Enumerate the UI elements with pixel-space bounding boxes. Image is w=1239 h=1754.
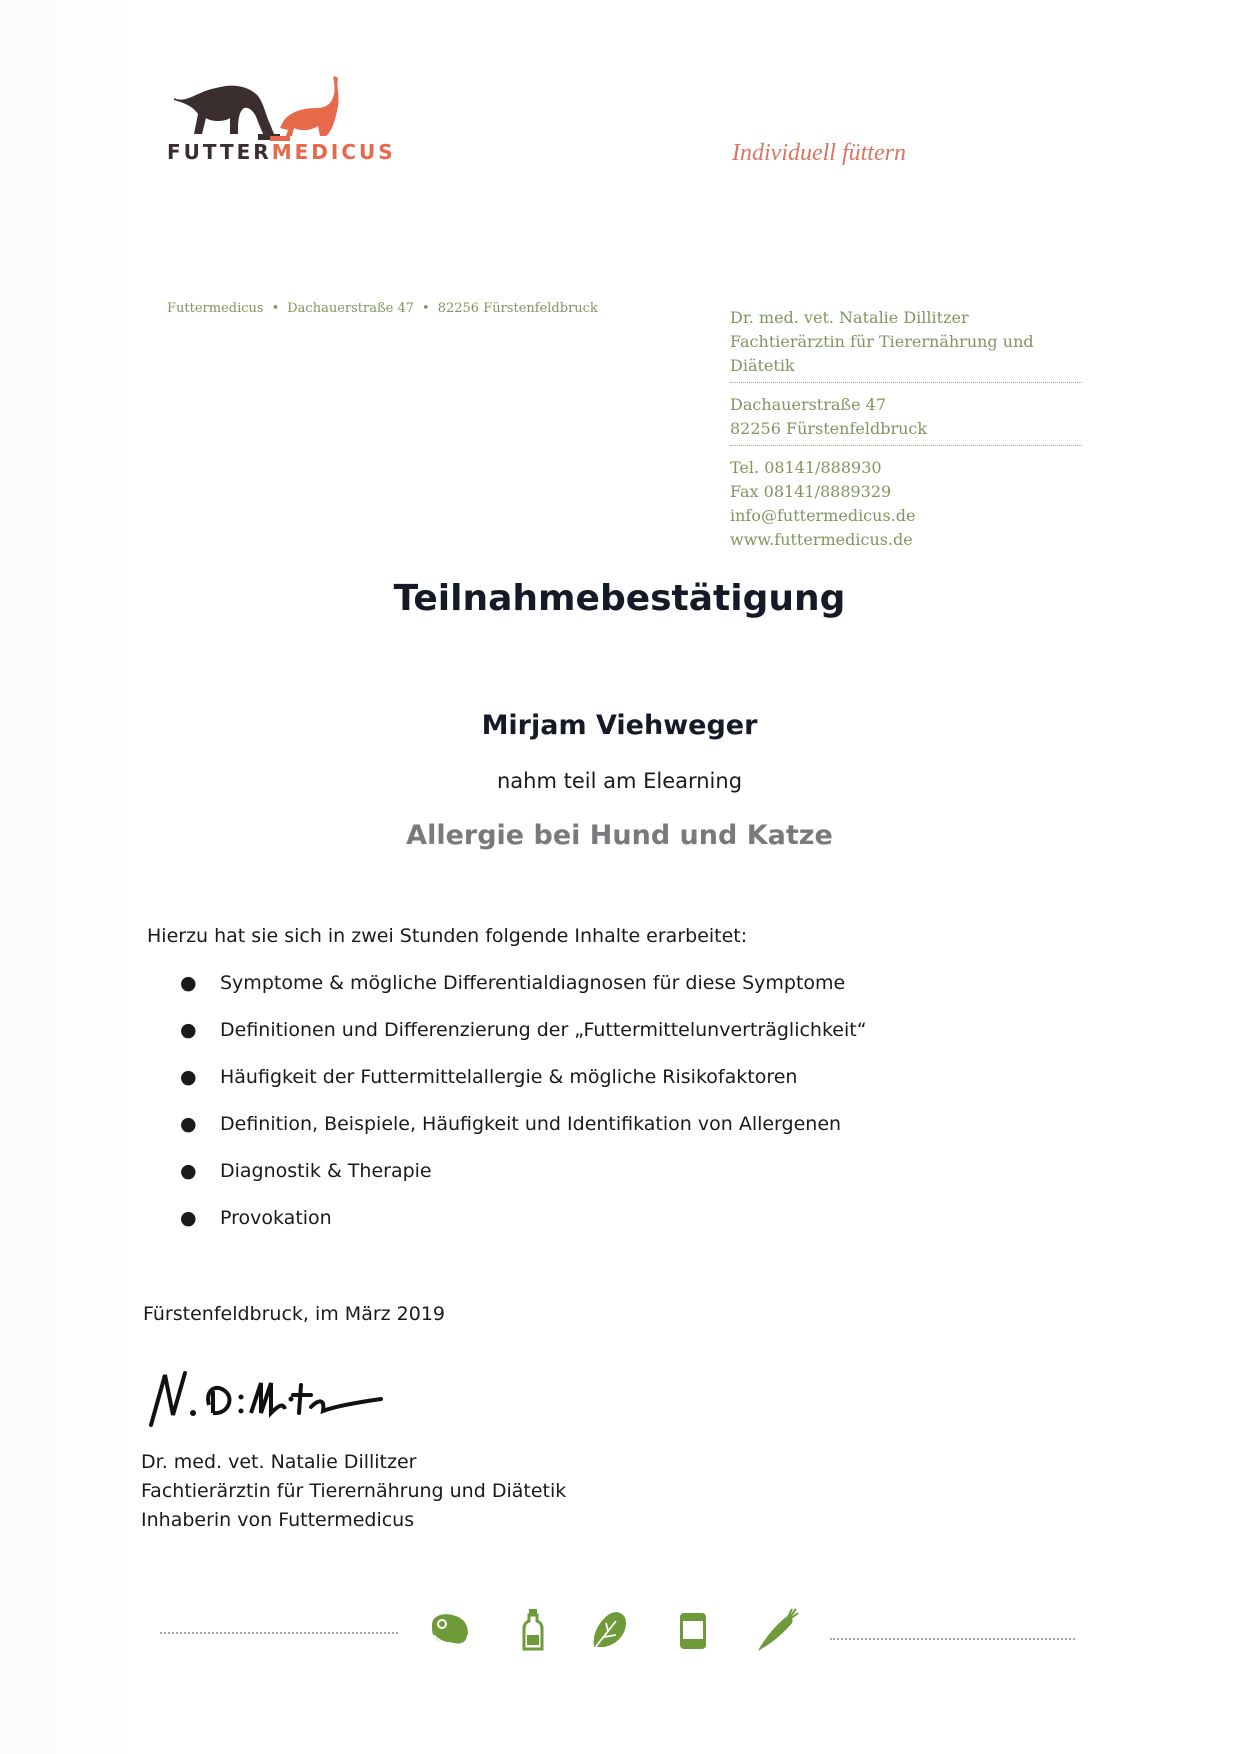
footer-dotted-line-left [160,1632,398,1634]
contact-fax: Fax 08141/8889329 [730,482,892,501]
list-item [180,1207,867,1254]
bullet-icon: ● [180,1113,197,1135]
separator-dot: • [422,301,430,316]
logo-wordmark [167,140,396,164]
list-item [180,1066,867,1113]
lettuce-icon [586,1607,632,1653]
bottle-icon [510,1607,556,1653]
participant-name: Mirjam Viehweger [481,710,758,741]
signer-role: Inhaberin von Futtermedicus [141,1509,415,1531]
signature-image [143,1355,403,1435]
sender-city: 82256 Fürstenfeldbruck [437,301,598,316]
topic-text: Definition, Beispiele, Häufigkeit und Identifikation von Allergenen [220,1113,842,1135]
signer-title: Fachtierärztin für Tierernährung und Diätetik [141,1480,567,1502]
contact-name: Dr. med. vet. Natalie Dillitzer [730,308,969,327]
list-item [180,972,867,1019]
dotted-divider [730,382,1082,383]
bullet-icon: ● [180,1066,197,1088]
topic-text: Symptome & mögliche Differentialdiagnosen für diese Symptome [220,972,846,994]
certificate-title: Teilnahmebestätigung [393,578,846,619]
signer-name: Dr. med. vet. Natalie Dillitzer [141,1451,417,1473]
sender-line [167,301,598,316]
topic-text: Definitionen und Differenzierung der „Futtermittelunverträglichkeit“ [220,1019,867,1041]
tagline: Individuell füttern [732,140,906,166]
topic-text: Häufigkeit der Futtermittelallergie & mögliche Risikofaktoren [220,1066,798,1088]
sender-street: Dachauerstraße 47 [287,301,415,316]
dotted-divider [730,445,1082,446]
list-item [180,1019,867,1066]
topic-text: Diagnostik & Therapie [220,1160,432,1182]
footer-dotted-line-right [830,1638,1075,1640]
signer-block [141,1448,566,1535]
can-icon [670,1607,716,1653]
logo-part-medicus: MEDICUS [271,140,396,164]
participation-note: nahm teil am Elearning [496,769,743,793]
bullet-icon: ● [180,1207,197,1229]
bullet-icon: ● [180,972,197,994]
carrot-icon [754,1607,800,1653]
contact-block [730,306,1082,552]
separator-dot: • [271,301,280,316]
contact-title: Fachtierärztin für Tierernährung und Diätetik [730,332,1034,375]
bullet-icon: ● [180,1019,197,1041]
contact-email[interactable]: info@futtermedicus.de [730,506,916,525]
logo-part-futter: FUTTER [167,140,272,164]
meat-icon [426,1607,472,1653]
contact-tel: Tel. 08141/888930 [730,458,882,477]
list-item [180,1160,867,1207]
topics-list [180,972,867,1254]
contact-website[interactable]: www.futtermedicus.de [730,530,913,549]
list-item [180,1113,867,1160]
topics-intro: Hierzu hat sie sich in zwei Stunden folgende Inhalte erarbeitet: [147,925,748,947]
contact-city: 82256 Fürstenfeldbruck [730,419,928,438]
contact-street: Dachauerstraße 47 [730,395,887,414]
sender-company: Futtermedicus [167,301,264,316]
topic-text: Provokation [220,1207,332,1229]
scan-edge [0,0,140,1754]
bullet-icon: ● [180,1160,197,1182]
place-and-date: Fürstenfeldbruck, im März 2019 [143,1303,446,1325]
course-title: Allergie bei Hund und Katze [406,820,833,851]
